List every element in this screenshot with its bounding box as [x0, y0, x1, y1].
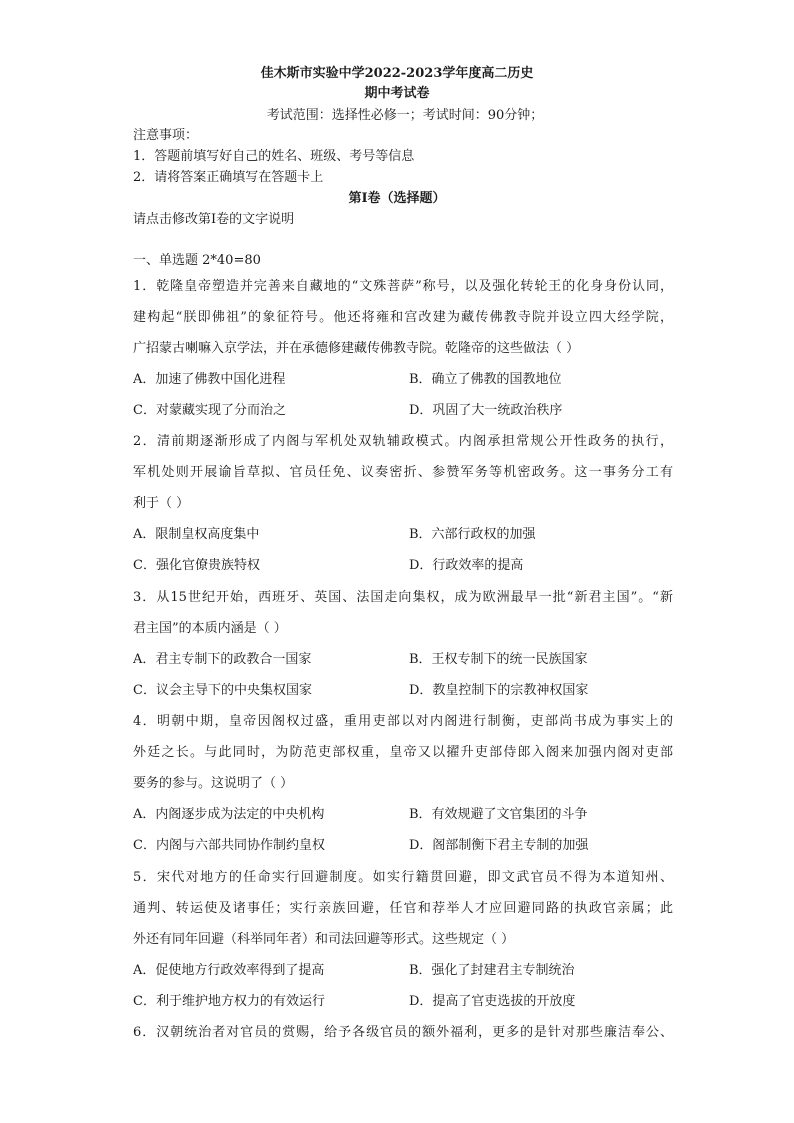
notes-heading: 注意事项：	[133, 128, 199, 143]
option-c: C．议会主导下的中央集权国家	[133, 683, 312, 698]
option-a: A．加速了佛教中国化进程	[133, 372, 286, 387]
exam-subtitle: 期中考试卷	[364, 86, 430, 101]
note-item: 2．请将答案正确填写在答题卡上	[133, 170, 324, 185]
option-d: D．阁部制衡下君主专制的加强	[409, 838, 589, 853]
option-b: B．有效规避了文官集团的斗争	[409, 807, 588, 822]
option-c: C．内阁与六部共同协作制约皇权	[133, 838, 325, 853]
option-b: B．确立了佛教的国教地位	[409, 372, 562, 387]
section-heading: 一、单选题 2*40=80	[133, 253, 261, 268]
question-text: 利于（ ）	[133, 496, 190, 511]
question-text: 外廷之长。与此同时，为防范吏部权重，皇帝又以擢升吏部侍郎入阁来加强内阁对吏部	[133, 745, 673, 760]
question-text: 君主国”的本质内涵是（ ）	[133, 621, 287, 636]
option-a: A．促使地方行政效率得到了提高	[133, 963, 325, 978]
option-d: D．巩固了大一统政治秩序	[409, 403, 563, 418]
option-c: C．强化官僚贵族特权	[133, 558, 260, 573]
volume-instruction: 请点击修改第I卷的文字说明	[133, 212, 295, 227]
option-d: D．提高了官吏选拔的开放度	[409, 994, 576, 1009]
volume-title: 第I卷（选择题）	[348, 191, 446, 206]
question-text: 4．明朝中期，皇帝因阁权过盛，重用吏部以对内阁进行制衡，吏部尚书成为事实上的	[133, 714, 673, 729]
option-c: C．对蒙藏实现了分而治之	[133, 403, 286, 418]
option-b: B．强化了封建君主专制统治	[409, 963, 575, 978]
option-a: A．限制皇权高度集中	[133, 527, 260, 542]
question-text: 广招蒙古喇嘛入京学法，并在承德修建藏传佛教寺院。乾隆帝的这些做法（ ）	[133, 341, 580, 356]
question-text: 通判、转运使及诸事任；实行亲族回避，任官和荐举人才应回避同路的执政官亲属；此	[133, 901, 673, 916]
question-text: 1．乾隆皇帝塑造并完善来自藏地的“文殊菩萨”称号，以及强化转轮王的化身身份认同，	[133, 279, 673, 294]
option-b: B．王权专制下的统一民族国家	[409, 652, 588, 667]
question-text: 3．从15世纪开始，西班牙、英国、法国走向集权，成为欧洲最早一批“新君主国”。“新	[133, 590, 673, 605]
question-text: 军机处则开展谕旨草拟、官员任免、议奏密折、参赞军务等机密政务。这一事务分工有	[133, 465, 673, 480]
question-text: 要务的参与。这说明了（ ）	[133, 776, 294, 791]
question-text: 6．汉朝统治者对官员的赏赐，给予各级官员的额外福利，更多的是针对那些廉洁奉公、	[133, 1025, 673, 1040]
option-d: D．教皇控制下的宗教神权国家	[409, 683, 589, 698]
exam-info: 考试范围：选择性必修一；考试时间：90分钟；	[266, 108, 544, 123]
option-a: A．内阁逐步成为法定的中央机构	[133, 807, 325, 822]
option-b: B．六部行政权的加强	[409, 527, 536, 542]
note-item: 1．答题前填写好自己的姓名、班级、考号等信息	[133, 149, 415, 164]
question-text: 5．宋代对地方的任命实行回避制度。如实行籍贯回避，即文武官员不得为本道知州、	[133, 870, 673, 885]
option-c: C．利于维护地方权力的有效运行	[133, 994, 325, 1009]
option-a: A．君主专制下的政教合一国家	[133, 652, 312, 667]
exam-title: 佳木斯市实验中学2022-2023学年度高二历史	[260, 66, 534, 81]
question-text: 外还有同年回避（科举同年者）和司法回避等形式。这些规定（ ）	[133, 932, 515, 947]
option-d: D．行政效率的提高	[409, 558, 524, 573]
question-text: 2．清前期逐渐形成了内阁与军机处双轨辅政模式。内阁承担常规公开性政务的执行，	[133, 434, 673, 449]
question-text: 建构起“朕即佛祖”的象征符号。他还将雍和宫改建为藏传佛教寺院并设立四大经学院，	[133, 310, 673, 325]
